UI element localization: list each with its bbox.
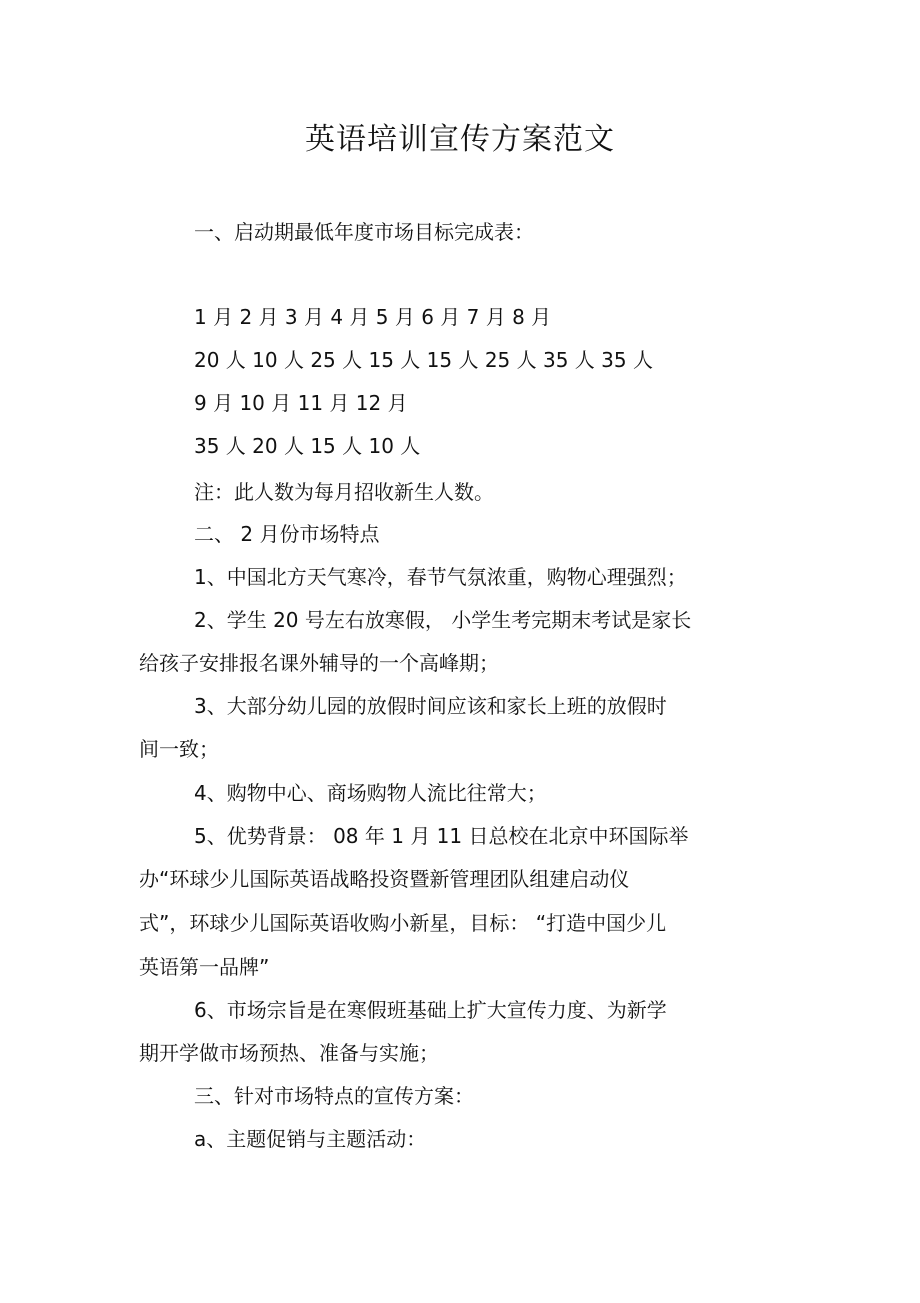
table-row-months-2: 9 月 10 月 11 月 12 月 xyxy=(194,391,408,415)
paragraph-line: 2、学生 20 号左右放寒假， 小学生考完期末考试是家长 xyxy=(194,608,692,632)
section-heading-3: 三、针对市场特点的宣传方案： xyxy=(194,1084,474,1108)
subsection-heading-a: a、主题促销与主题活动： xyxy=(194,1127,427,1151)
table-row-counts-2: 35 人 20 人 15 人 10 人 xyxy=(194,434,421,458)
section-heading-2: 二、 2 月份市场特点 xyxy=(194,522,380,546)
paragraph-line: 6、市场宗旨是在寒假班基础上扩大宣传力度、为新学 xyxy=(194,998,667,1022)
paragraph-line: 式”，环球少儿国际英语收购小新星，目标： “打造中国少儿 xyxy=(139,911,667,935)
paragraph-line: 期开学做市场预热、准备与实施； xyxy=(139,1041,439,1065)
paragraph-line: 间一致； xyxy=(139,737,219,761)
table-row-months-1: 1 月 2 月 3 月 4 月 5 月 6 月 7 月 8 月 xyxy=(194,305,552,329)
paragraph-line: 英语第一品牌” xyxy=(139,955,270,979)
paragraph-line: 4、购物中心、商场购物人流比往常大； xyxy=(194,781,547,805)
section-heading-1: 一、启动期最低年度市场目标完成表： xyxy=(194,220,534,244)
paragraph-line: 给孩子安排报名课外辅导的一个高峰期； xyxy=(139,651,499,675)
paragraph-line: 3、大部分幼儿园的放假时间应该和家长上班的放假时 xyxy=(194,694,667,718)
paragraph-line: 5、优势背景： 08 年 1 月 11 日总校在北京中环国际举 xyxy=(194,824,689,848)
paragraph-line: 1、中国北方天气寒冷，春节气氛浓重，购物心理强烈； xyxy=(194,565,687,589)
document-title: 英语培训宣传方案范文 xyxy=(305,122,615,157)
paragraph-line: 办“环球少儿国际英语战略投资暨新管理团队组建启动仪 xyxy=(139,867,630,891)
note-line: 注：此人数为每月招收新生人数。 xyxy=(194,480,494,504)
table-row-counts-1: 20 人 10 人 25 人 15 人 15 人 25 人 35 人 35 人 xyxy=(194,348,653,372)
